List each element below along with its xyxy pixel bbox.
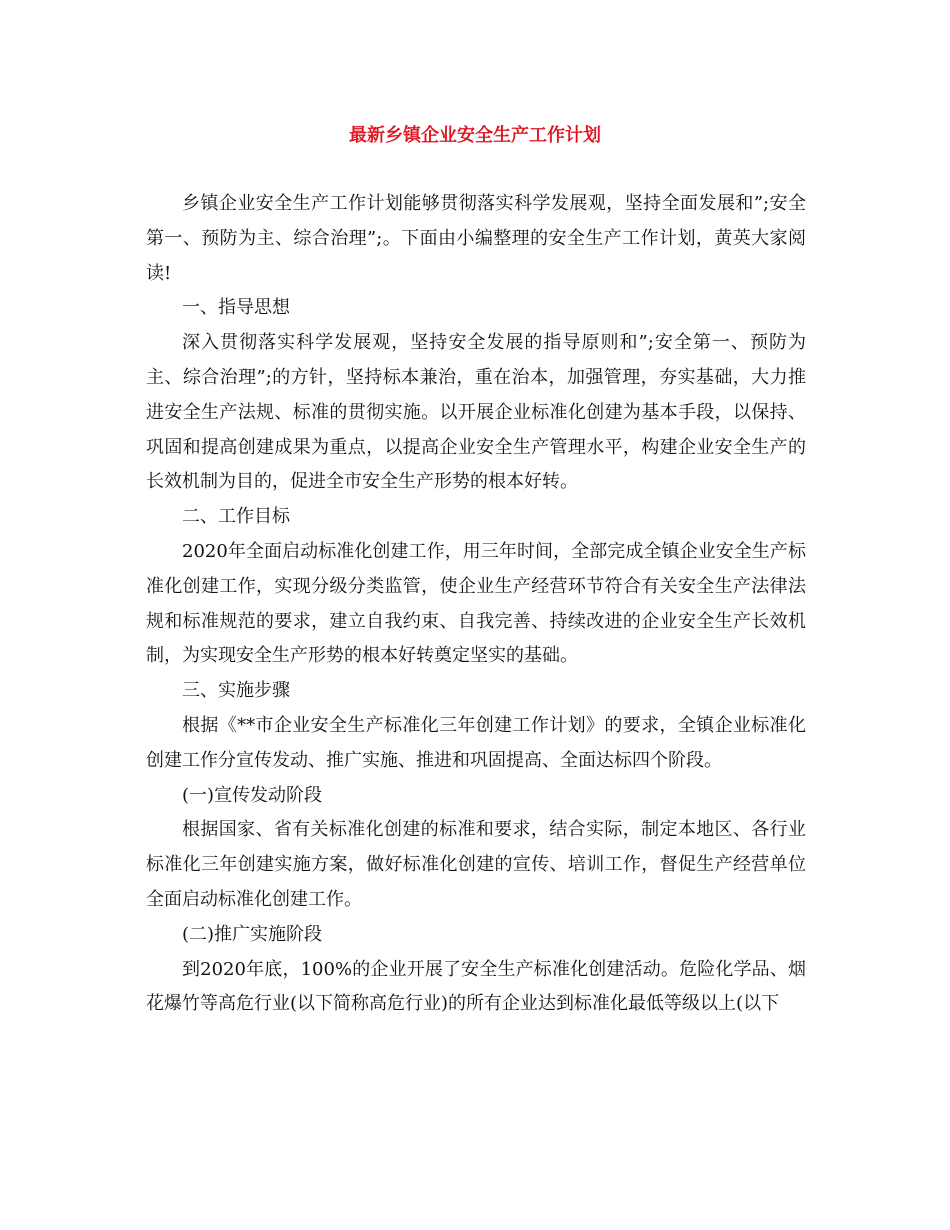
subsection-heading-promotion-stage: (二)推广实施阶段 — [182, 923, 323, 945]
document-body — [146, 187, 806, 1022]
section-heading-work-goals: 二、工作目标 — [182, 506, 290, 528]
document-title: 最新乡镇企业安全生产工作计划 — [349, 125, 601, 146]
intro-paragraph: 乡镇企业安全生产工作计划能够贯彻落实科学发展观，坚持全面发展和”;安全第一、预防为主、综合治理”;。下面由小编整理的安全生产工作计划，黄英大家阅读! — [146, 193, 806, 284]
guiding-ideology-paragraph: 深入贯彻落实科学发展观，坚持安全发展的指导原则和”;安全第一、预防为主、综合治理”;的方针，坚持标本兼治，重在治本，加强管理，夯实基础，大力推进安全生产法规、标准的贯彻实施。以开展企业标准化创建为基本手段，以保持、巩固和提高创建成果为重点，以提高企业安全生产管理水平，构建企业安全生产的长效机制为目的，促进全市安全生产形势的根本好转。 — [146, 332, 806, 493]
publicity-stage-paragraph: 根据国家、省有关标准化创建的标准和要求，结合实际，制定本地区、各行业标准化三年创建实施方案，做好标准化创建的宣传、培训工作，督促生产经营单位全面启动标准化创建工作。 — [146, 819, 806, 910]
subsection-heading-publicity-stage: (一)宣传发动阶段 — [182, 784, 323, 806]
implementation-steps-paragraph: 根据《**市企业安全生产标准化三年创建工作计划》的要求，全镇企业标准化创建工作分宣传发动、推广实施、推进和巩固提高、全面达标四个阶段。 — [146, 714, 806, 771]
work-goals-paragraph: 2020年全面启动标准化创建工作，用三年时间，全部完成全镇企业安全生产标准化创建工作，实现分级分类监管，使企业生产经营环节符合有关安全生产法律法规和标准规范的要求，建立自我约束、自我完善、持续改进的企业安全生产长效机制，为实现安全生产形势的根本好转奠定坚实的基础。 — [146, 540, 806, 667]
section-heading-guiding-ideology: 一、指导思想 — [182, 297, 290, 319]
promotion-stage-paragraph: 到2020年底，100%的企业开展了安全生产标准化创建活动。危险化学品、烟花爆竹等高危行业(以下简称高危行业)的所有企业达到标准化最低等级以上(以下 — [146, 958, 806, 1015]
section-heading-implementation-steps: 三、实施步骤 — [182, 680, 290, 702]
